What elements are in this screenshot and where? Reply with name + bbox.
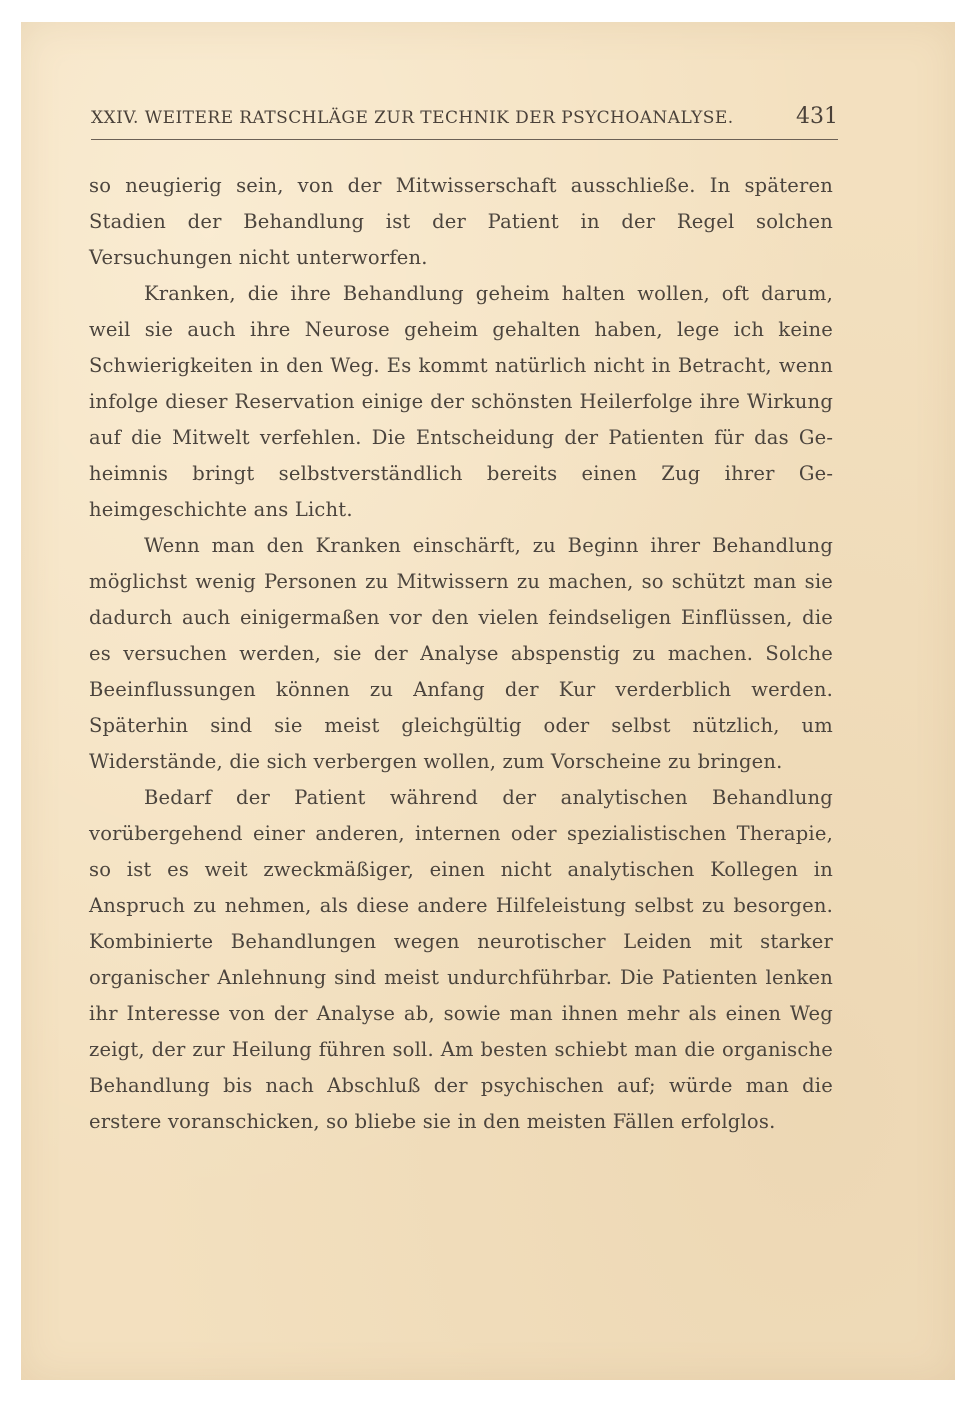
header-rule — [91, 139, 838, 140]
paragraph-4: Bedarf der Patient während der analytischen Behandlung vorübergehend einer anderen, internen oder spezialistischen Therapie, so ist es weit zweckmäßiger, einen nicht analytischen Kollegen in Anspruch zu nehmen, als diese andere Hilfeleistung selbst zu besorgen. Kombinierte Behandlungen wegen neurotischer Leiden mit starker organischer Anlehnung sind meist undurchführbar. Die Patienten lenken ihr Interesse von der Analyse ab, sowie man ihnen mehr als einen Weg zeigt, der zur Heilung führen soll. Am besten schiebt man die organische Behandlung bis nach Abschluß der psychischen auf; würde man die erstere voranschicken, so bliebe sie in den meisten Fällen erfolglos. — [89, 786, 833, 1133]
paragraph-3: Wenn man den Kranken einschärft, zu Beginn ihrer Behandlung möglichst wenig Personen zu Mitwissern zu machen, so schützt man sie dadurch auch einigermaßen vor den vielen feindseligen Einflüssen, die es versuchen werden, sie der Analyse abspenstig zu machen. Solche Beeinflussungen können zu Anfang der Kur verderblich werden. Späterhin sind sie meist gleichgültig oder selbst nützlich, um Widerstände, die sich verbergen wollen, zum Vorscheine zu bringen. — [89, 534, 833, 773]
chapter-title: XXIV. WEITERE RATSCHLÄGE ZUR TECHNIK DER PSYCHOANALYSE. — [91, 108, 734, 128]
paragraph-1: so neugierig sein, von der Mitwisserschaft ausschließe. In späteren Stadien der Behandlung ist der Patient in der Regel solchen Versuchungen nicht unterworfen. — [89, 174, 833, 269]
body-text — [89, 168, 833, 1140]
running-head — [91, 104, 838, 136]
paragraph-2: Kranken, die ihre Behandlung geheim halten wollen, oft darum, weil sie auch ihre Neurose geheim gehalten haben, lege ich keine Schwierigkeiten in den Weg. Es kommt natürlich nicht in Betracht, wenn infolge dieser Reservation einige der schönsten Heilerfolge ihre Wirkung auf die Mitwelt verfehlen. Die Entscheidung der Patienten für das Geheimnis bringt selbstverständlich bereits einen Zug ihrer Geheimgeschichte ans Licht. — [89, 282, 833, 521]
page-number: 431 — [796, 104, 838, 129]
